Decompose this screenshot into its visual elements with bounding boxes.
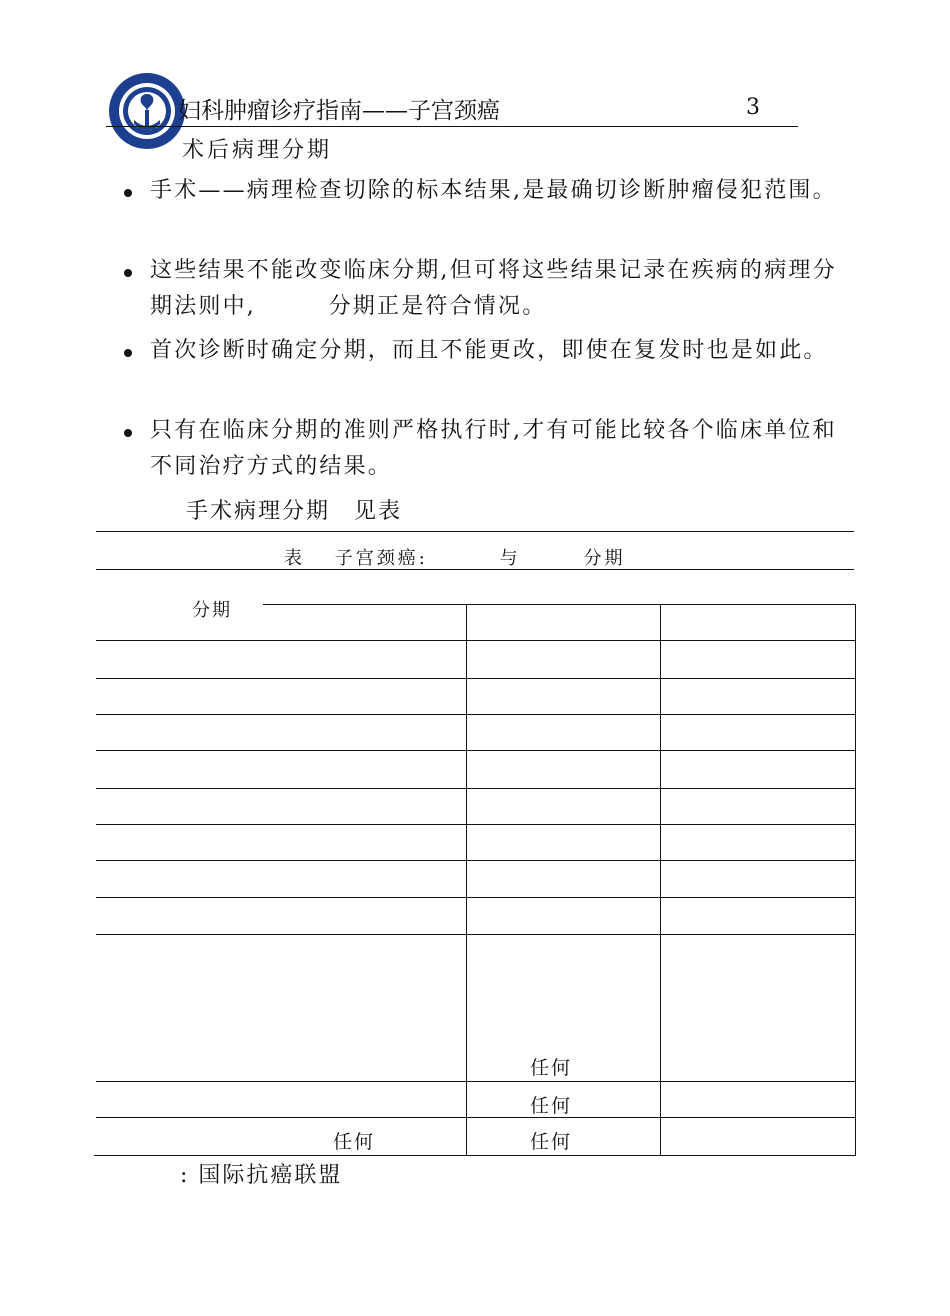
- bullet-text: 首次诊断时确定分期，而且不能更改，即使在复发时也是如此。: [150, 338, 828, 363]
- footnote: : 国际抗癌联盟: [180, 1163, 343, 1188]
- table-caption: 表 子宫颈癌: 与 分期: [284, 548, 626, 569]
- document-title: 妇科肿瘤诊疗指南——子宫颈癌: [178, 98, 500, 124]
- table-row-rule: [96, 1117, 855, 1118]
- page-number: 3: [746, 95, 760, 120]
- table-row-rule: [96, 934, 855, 935]
- bullet-dot-icon: [124, 349, 132, 357]
- table-row-rule: [96, 678, 855, 679]
- table-bottom-rule: [94, 1155, 856, 1156]
- table-row-rule: [96, 750, 855, 751]
- bullet-text: 只有在临床分期的准则严格执行时,才有可能比较各个临床单位和不同治疗方式的结果。: [150, 418, 837, 479]
- table-column-rule: [466, 604, 467, 1156]
- table-row-rule: [96, 897, 855, 898]
- table-column-rule: [660, 604, 661, 1156]
- section-title: 术后病理分期: [182, 138, 333, 163]
- table-cell: 任何: [530, 1057, 573, 1079]
- bullet-dot-icon: [124, 189, 132, 197]
- table-right-border: [855, 604, 856, 1156]
- table-row-rule: [96, 788, 855, 789]
- table-row-rule: [96, 860, 855, 861]
- bullet-text: 手术——病理检查切除的标本结果,是最确切诊断肿瘤侵犯范围。: [150, 178, 837, 203]
- table-row-rule: [96, 824, 855, 825]
- bullet-dot-icon: [124, 429, 132, 437]
- table-caption-rule: [96, 569, 854, 570]
- bullet-text: 这些结果不能改变临床分期,但可将这些结果记录在疾病的病理分期法则中, 分期正是符合情况。: [150, 258, 837, 319]
- table-cell: 任何: [530, 1095, 573, 1117]
- table-row-rule: [96, 714, 855, 715]
- table-cell: 任何: [333, 1131, 376, 1153]
- stage-column-header: 分期: [192, 600, 232, 621]
- table-header-rule: [263, 604, 855, 605]
- header-rule: [106, 126, 798, 127]
- bullet-dot-icon: [124, 269, 132, 277]
- table-cell: 任何: [530, 1131, 573, 1153]
- see-table-line: 手术病理分期 见表: [186, 499, 403, 524]
- table-row-rule: [96, 1081, 855, 1082]
- table-row-rule: [96, 640, 855, 641]
- institution-logo: [106, 70, 188, 152]
- table-top-rule: [96, 531, 854, 532]
